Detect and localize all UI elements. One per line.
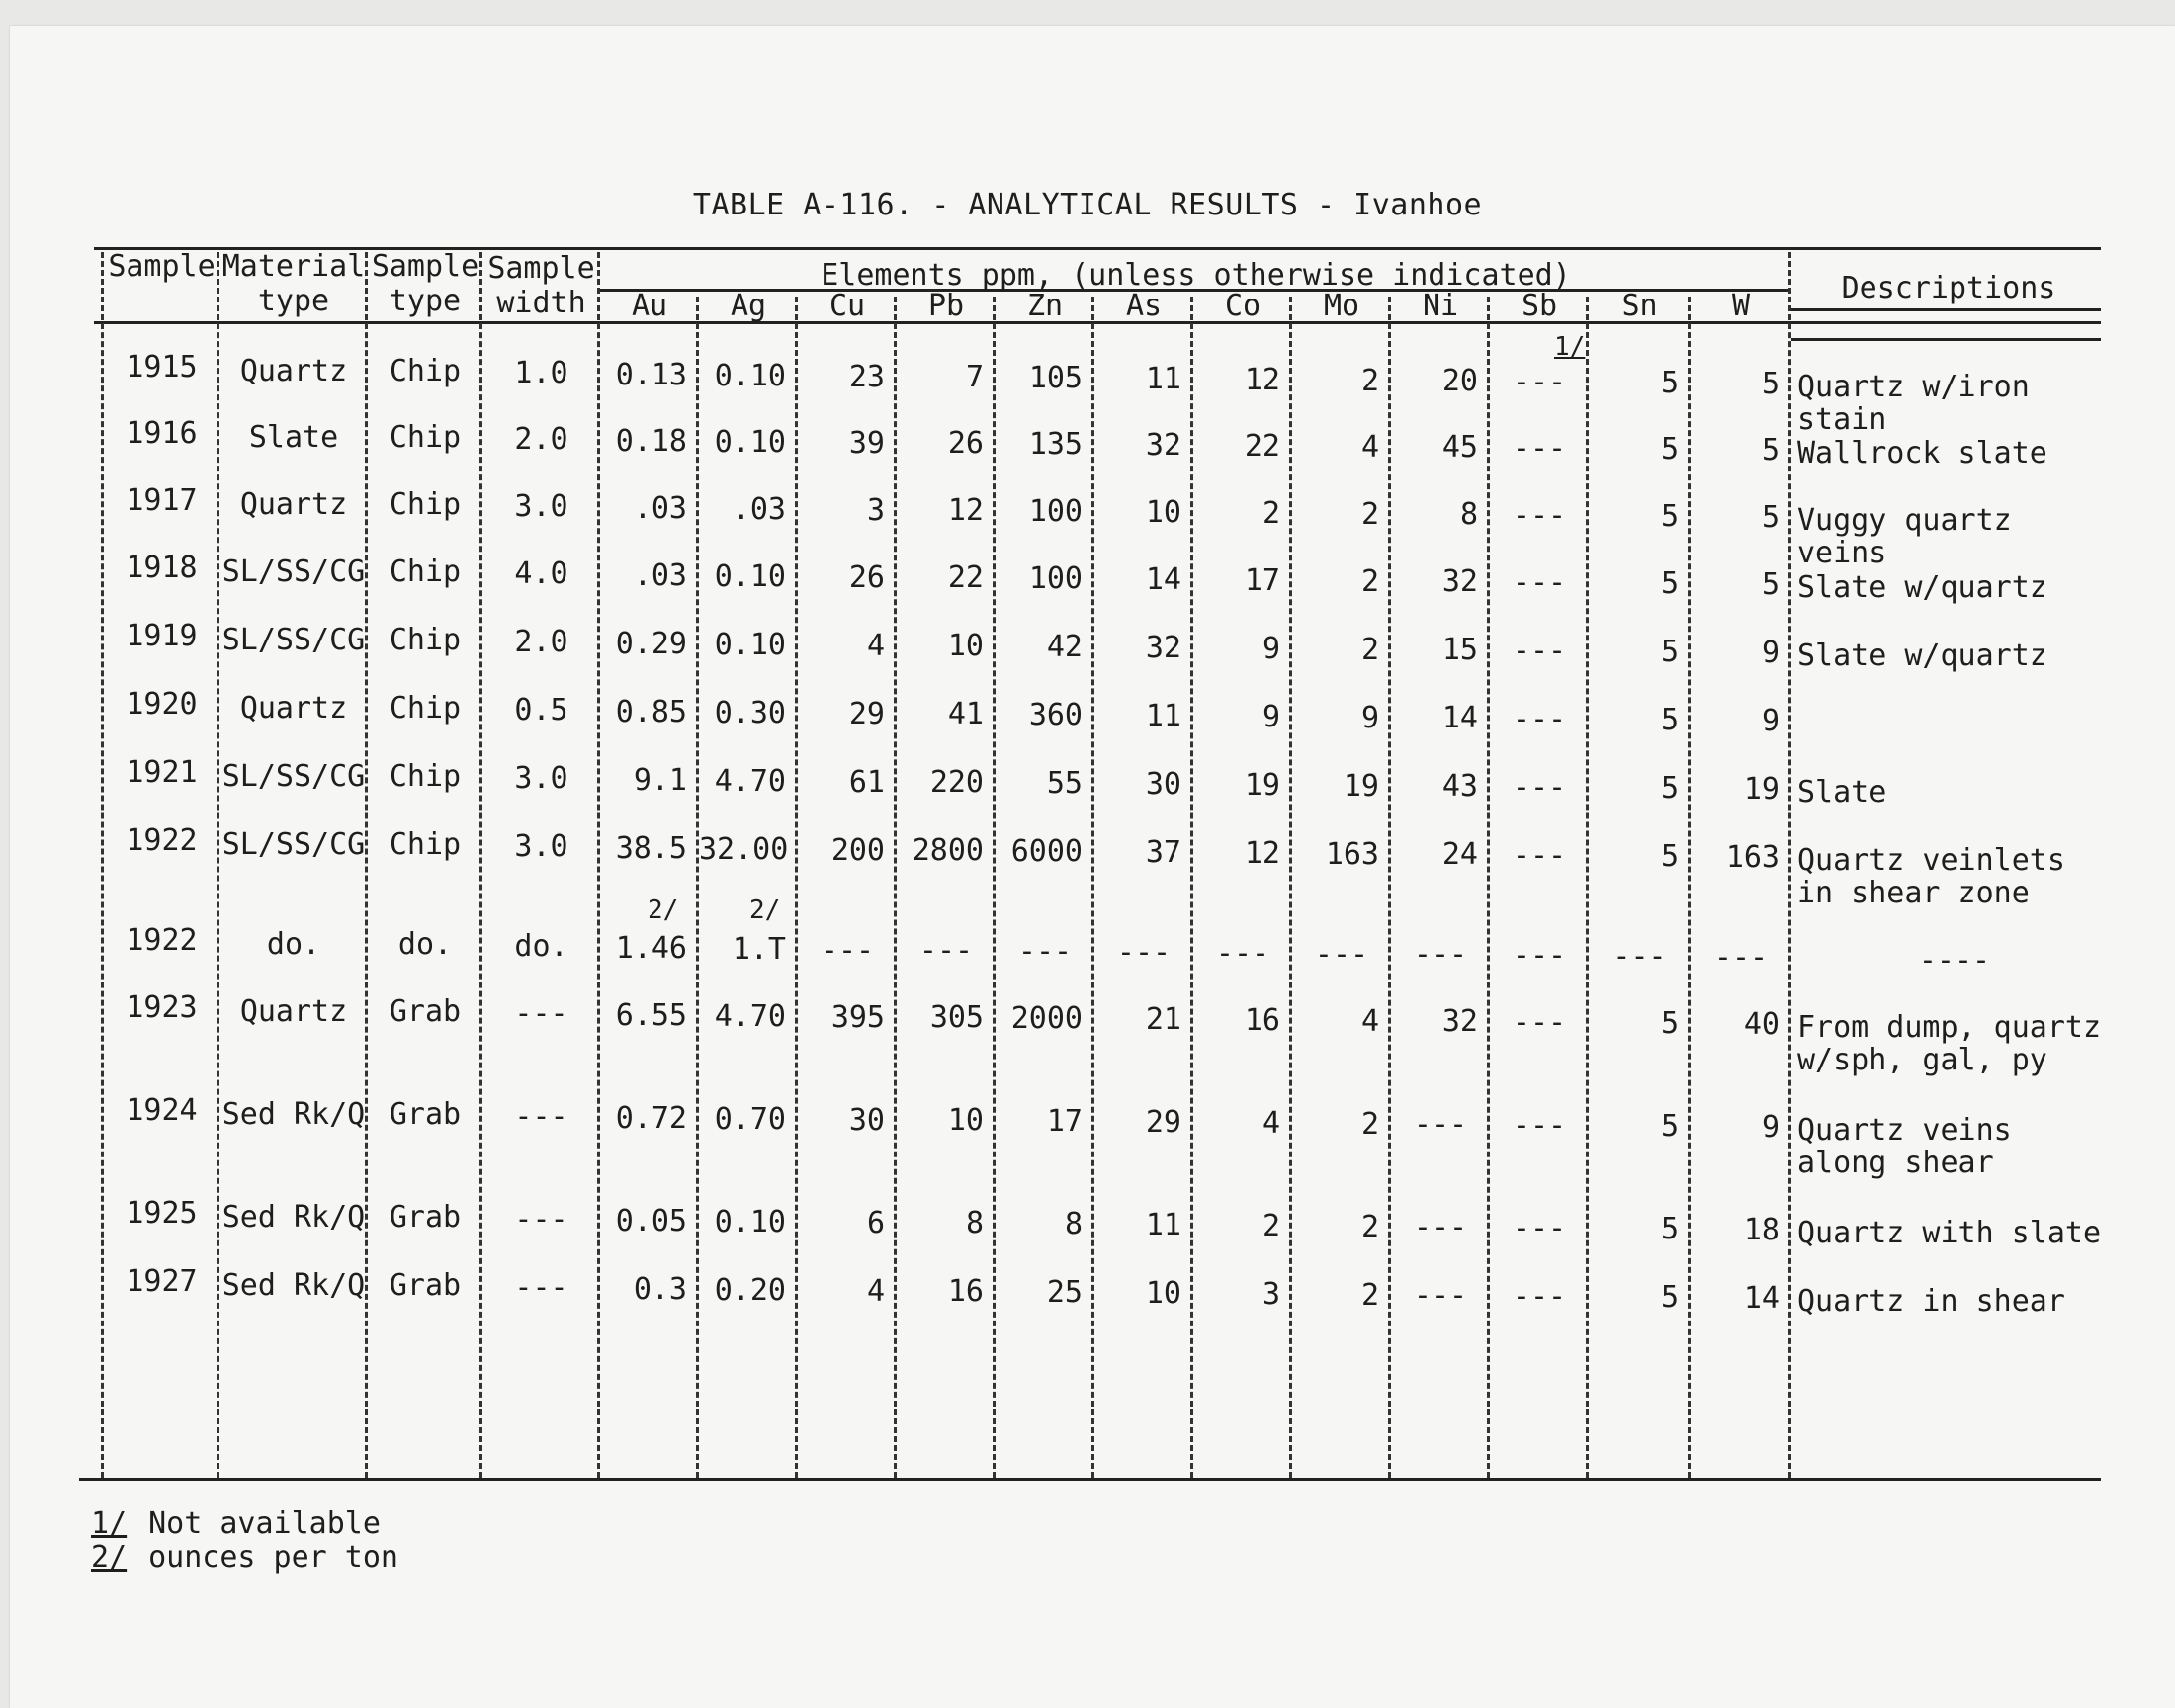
cell-pb: 16	[947, 1274, 984, 1310]
column-header: Sample	[371, 249, 479, 284]
cell-zn: 17	[1046, 1104, 1083, 1140]
cell-description: ----	[1918, 943, 1991, 978]
cell-as: 11	[1145, 362, 1181, 396]
cell-pb: 220	[929, 765, 984, 801]
cell-w: 9	[1761, 703, 1780, 738]
cell-sb: ---	[1512, 702, 1567, 737]
cell-mo: 2	[1360, 1209, 1379, 1244]
cell-ni: 15	[1441, 633, 1478, 668]
table-bottom-rule	[79, 1478, 2101, 1481]
cell-co: 3	[1262, 1276, 1280, 1312]
cell-w: 163	[1725, 839, 1780, 875]
cell-width: ---	[514, 1270, 568, 1305]
cell-co: 4	[1262, 1105, 1280, 1141]
column-header: Ni	[1422, 289, 1459, 323]
cell-co: 22	[1244, 428, 1280, 464]
ag-footnote-mark: 2/	[749, 896, 781, 925]
column-header: Zn	[1026, 289, 1064, 323]
cell-description: Quartz veins along shear	[1797, 1113, 2012, 1180]
sb-footnote-mark: 1/	[1554, 332, 1586, 362]
cell-mo: 4	[1360, 429, 1379, 465]
cell-cu: 23	[848, 359, 885, 394]
column-header: Co	[1224, 289, 1262, 323]
cell-pb: 22	[947, 560, 984, 596]
cell-pb: 10	[947, 629, 984, 664]
column-header: Sample	[487, 251, 595, 286]
cell-ni: 43	[1441, 769, 1478, 805]
cell-description: Quartz with slate	[1797, 1216, 2102, 1250]
cell-cu: 39	[848, 425, 885, 461]
cell-mo: 4	[1360, 1003, 1379, 1039]
cell-ni: 24	[1441, 837, 1478, 873]
cell-sb: ---	[1512, 1279, 1567, 1315]
cell-mo: 2	[1360, 363, 1379, 398]
footnote-mark: 1/	[91, 1506, 128, 1541]
cell-width: 4.0	[514, 556, 568, 591]
cell-ag: 4.70	[714, 998, 786, 1034]
cell-material: Quartz	[239, 487, 348, 522]
cell-ni: 32	[1441, 1004, 1478, 1040]
cell-w: 40	[1743, 1006, 1780, 1042]
cell-co: 19	[1244, 767, 1280, 803]
cell-material: Slate	[248, 420, 339, 455]
cell-au: 38.5	[615, 831, 687, 866]
cell-zn: ---	[1017, 934, 1073, 970]
cell-au: 9.1	[633, 763, 687, 798]
cell-sb: ---	[1512, 1108, 1567, 1144]
cell-sb: ---	[1512, 365, 1567, 400]
cell-sn: 5	[1660, 1109, 1679, 1144]
cell-width: 2.0	[514, 625, 568, 659]
column-header: type	[389, 284, 462, 318]
cell-sb: ---	[1512, 938, 1567, 974]
footnote-text: ounces per ton	[148, 1540, 398, 1575]
cell-cu: 30	[848, 1102, 885, 1138]
cell-ag: .03	[732, 491, 786, 527]
cell-width: do.	[514, 929, 568, 964]
cell-sb: ---	[1512, 1005, 1567, 1041]
cell-cu: 395	[830, 999, 885, 1035]
cell-description: Vuggy quartz veins	[1797, 503, 2012, 570]
column-header: Sn	[1621, 289, 1658, 323]
cell-zn: 135	[1028, 427, 1083, 463]
footnote-mark: 2/	[91, 1540, 128, 1575]
cell-pb: 7	[965, 360, 984, 395]
cell-type: Chip	[389, 759, 462, 794]
table-title: TABLE A-116. - ANALYTICAL RESULTS - Ivanhoe	[692, 188, 1483, 222]
cell-au: 0.72	[615, 1101, 687, 1136]
cell-pb: 12	[947, 493, 984, 529]
cell-type: Chip	[389, 487, 462, 522]
cell-ag: 0.10	[714, 558, 786, 594]
cell-type: Chip	[389, 555, 462, 589]
cell-material: Quartz	[239, 994, 348, 1029]
footnote-text: Not available	[148, 1506, 381, 1541]
cell-co: ---	[1215, 935, 1270, 971]
cell-description: Quartz w/iron stain	[1797, 370, 2030, 437]
cell-sample: 1922	[126, 923, 198, 958]
cell-co: 2	[1262, 495, 1280, 531]
cell-material: do.	[266, 927, 321, 962]
cell-description: Slate w/quartz	[1797, 639, 2047, 673]
cell-sb: ---	[1512, 431, 1567, 467]
cell-as: 32	[1145, 631, 1181, 665]
cell-cu: ---	[820, 932, 875, 968]
cell-pb: 10	[947, 1103, 984, 1139]
cell-material: Sed Rk/Q	[221, 1097, 366, 1132]
cell-sn: 5	[1660, 1280, 1679, 1315]
cell-as: 37	[1145, 835, 1181, 870]
column-header: Cu	[828, 289, 866, 323]
cell-mo: 163	[1325, 836, 1379, 872]
cell-sn: 5	[1660, 703, 1679, 737]
cell-au: 0.18	[615, 424, 687, 459]
cell-description: Wallrock slate	[1797, 436, 2047, 470]
cell-w: 5	[1761, 432, 1780, 468]
cell-width: ---	[514, 1202, 568, 1237]
column-header: Sb	[1521, 289, 1558, 323]
cell-as: 11	[1145, 699, 1181, 733]
cell-sb: ---	[1512, 838, 1567, 874]
cell-ni: 14	[1441, 701, 1478, 736]
cell-description: From dump, quartz w/sph, gal, py	[1797, 1010, 2102, 1077]
cell-material: Sed Rk/Q	[221, 1268, 366, 1303]
cell-type: Chip	[389, 420, 462, 455]
cell-sn: 5	[1660, 1006, 1679, 1041]
column-header: Mo	[1323, 289, 1360, 323]
cell-sb: ---	[1512, 634, 1567, 669]
column-header: Pb	[927, 289, 965, 323]
cell-mo: 2	[1360, 632, 1379, 667]
cell-zn: 25	[1046, 1275, 1083, 1311]
cell-au: .03	[633, 491, 687, 526]
cell-material: Quartz	[239, 354, 348, 388]
cell-co: 17	[1244, 562, 1280, 598]
cell-mo: 19	[1343, 768, 1379, 804]
cell-sb: ---	[1512, 498, 1567, 534]
column-header: type	[257, 284, 330, 318]
cell-w: 14	[1743, 1280, 1780, 1316]
footnote-line	[91, 1507, 381, 1541]
cell-w: 19	[1743, 771, 1780, 807]
cell-width: 3.0	[514, 489, 568, 524]
cell-au: 0.3	[633, 1272, 687, 1307]
cell-au: 0.85	[615, 695, 687, 729]
cell-material: Sed Rk/Q	[221, 1200, 366, 1235]
cell-cu: 61	[848, 764, 885, 800]
cell-width: ---	[514, 1099, 568, 1134]
cell-w: ---	[1713, 939, 1769, 975]
cell-sn: 5	[1660, 635, 1679, 669]
cell-ag: 1.T	[732, 931, 786, 967]
column-rule	[1788, 252, 1791, 1478]
cell-au: .03	[633, 558, 687, 593]
cell-width: 3.0	[514, 829, 568, 864]
cell-sn: 5	[1660, 566, 1679, 601]
cell-zn: 100	[1028, 494, 1083, 530]
cell-zn: 42	[1046, 630, 1083, 665]
cell-zn: 8	[1064, 1207, 1083, 1242]
cell-mo: 2	[1360, 1106, 1379, 1142]
cell-cu: 26	[848, 559, 885, 595]
cell-w: 5	[1761, 499, 1780, 535]
cell-cu: 4	[866, 628, 885, 663]
cell-pb: 8	[965, 1206, 984, 1241]
au-footnote-mark: 2/	[648, 896, 679, 925]
cell-ni: 8	[1459, 497, 1478, 533]
cell-cu: 4	[866, 1273, 885, 1309]
cell-sb: ---	[1512, 770, 1567, 806]
column-header: Descriptions	[1841, 271, 2056, 305]
cell-pb: ---	[918, 933, 974, 969]
cell-co: 12	[1244, 835, 1280, 871]
cell-zn: 105	[1028, 361, 1083, 396]
cell-w: 18	[1743, 1212, 1780, 1247]
cell-material: SL/SS/CG	[221, 827, 366, 862]
cell-cu: 3	[866, 492, 885, 528]
cell-au: 6.55	[615, 998, 687, 1033]
cell-type: Chip	[389, 827, 462, 862]
cell-sb: ---	[1512, 565, 1567, 601]
cell-width: 1.0	[514, 356, 568, 390]
cell-sample: 1927	[126, 1264, 198, 1299]
cell-sample: 1925	[126, 1196, 198, 1231]
cell-co: 9	[1262, 631, 1280, 666]
cell-as: 29	[1145, 1105, 1181, 1140]
cell-type: Grab	[389, 1200, 462, 1235]
cell-w: 5	[1761, 366, 1780, 401]
cell-ag: 4.70	[714, 763, 786, 799]
cell-cu: 6	[866, 1205, 885, 1240]
cell-sample: 1918	[126, 551, 198, 585]
cell-co: 2	[1262, 1208, 1280, 1243]
cell-width: ---	[514, 996, 568, 1031]
cell-as: 14	[1145, 562, 1181, 597]
header-bottom-rule-2	[1791, 338, 2101, 341]
cell-sn: 5	[1660, 771, 1679, 806]
cell-ag: 0.20	[714, 1272, 786, 1308]
cell-ag: 32.00	[699, 831, 789, 867]
cell-sample: 1915	[126, 350, 198, 384]
cell-sn: 5	[1660, 499, 1679, 534]
cell-au: 1.46	[615, 931, 687, 966]
cell-width: 2.0	[514, 422, 568, 457]
cell-mo: ---	[1314, 936, 1369, 972]
cell-ni: ---	[1413, 1210, 1468, 1245]
cell-type: Grab	[389, 1268, 462, 1303]
cell-zn: 100	[1028, 561, 1083, 597]
cell-description: Quartz veinlets in shear zone	[1797, 843, 2065, 910]
cell-sample: 1921	[126, 755, 198, 790]
cell-type: Grab	[389, 994, 462, 1029]
cell-description: Slate w/quartz	[1797, 570, 2047, 605]
cell-zn: 55	[1046, 766, 1083, 802]
cell-mo: 2	[1360, 563, 1379, 599]
column-header: Elements ppm, (unless otherwise indicated)	[821, 258, 1571, 293]
cell-co: 12	[1244, 362, 1280, 397]
cell-type: do.	[397, 927, 453, 962]
cell-ag: 0.10	[714, 627, 786, 662]
cell-w: 9	[1761, 635, 1780, 670]
cell-au: 0.29	[615, 627, 687, 661]
cell-material: Quartz	[239, 691, 348, 726]
cell-sb: ---	[1512, 1211, 1567, 1246]
cell-width: 0.5	[514, 693, 568, 727]
cell-zn: 6000	[1010, 834, 1083, 870]
cell-as: 11	[1145, 1208, 1181, 1242]
cell-type: Chip	[389, 691, 462, 726]
cell-sn: 5	[1660, 839, 1679, 874]
cell-pb: 26	[947, 426, 984, 462]
cell-sample: 1923	[126, 990, 198, 1025]
cell-description: Slate	[1797, 775, 1887, 810]
cell-sample: 1917	[126, 483, 198, 518]
cell-sample: 1920	[126, 687, 198, 722]
cell-sn: 5	[1660, 366, 1679, 400]
descriptions-header-rule	[1791, 308, 2101, 311]
cell-description: Quartz in shear	[1797, 1284, 2065, 1319]
cell-type: Chip	[389, 354, 462, 388]
cell-ag: 0.10	[714, 1204, 786, 1239]
cell-au: 0.05	[615, 1204, 687, 1238]
cell-zn: 2000	[1010, 1001, 1083, 1037]
cell-ni: 20	[1441, 364, 1478, 399]
cell-au: 0.13	[615, 358, 687, 392]
cell-type: Chip	[389, 623, 462, 657]
cell-ni: ---	[1413, 1107, 1468, 1143]
column-header: Ag	[730, 289, 767, 323]
cell-w: 9	[1761, 1109, 1780, 1145]
cell-sn: ---	[1612, 939, 1667, 974]
cell-sample: 1922	[126, 823, 198, 858]
cell-ni: 32	[1441, 564, 1478, 600]
cell-material: SL/SS/CG	[221, 555, 366, 589]
cell-pb: 305	[929, 1000, 984, 1036]
cell-sn: 5	[1660, 1212, 1679, 1246]
cell-sn: 5	[1660, 432, 1679, 467]
footnote-line	[91, 1541, 398, 1575]
cell-sample: 1919	[126, 619, 198, 653]
cell-mo: 2	[1360, 496, 1379, 532]
cell-pb: 41	[947, 697, 984, 732]
cell-ni: ---	[1413, 937, 1468, 973]
column-header: Au	[631, 289, 668, 323]
cell-width: 3.0	[514, 761, 568, 796]
cell-w: 5	[1761, 566, 1780, 602]
cell-pb: 2800	[912, 833, 984, 869]
cell-co: 16	[1244, 1002, 1280, 1038]
cell-sample: 1916	[126, 416, 198, 451]
cell-ag: 0.30	[714, 695, 786, 730]
cell-as: 10	[1145, 1276, 1181, 1311]
cell-as: 21	[1145, 1002, 1181, 1037]
cell-cu: 29	[848, 696, 885, 731]
cell-as: 32	[1145, 428, 1181, 463]
column-header: width	[496, 286, 586, 320]
column-header: As	[1125, 289, 1163, 323]
cell-ag: 0.10	[714, 424, 786, 460]
cell-co: 9	[1262, 699, 1280, 734]
cell-as: 30	[1145, 767, 1181, 802]
cell-sample: 1924	[126, 1093, 198, 1128]
cell-as: ---	[1116, 935, 1172, 970]
cell-material: SL/SS/CG	[221, 759, 366, 794]
cell-mo: 2	[1360, 1277, 1379, 1313]
column-header: Sample	[108, 249, 216, 284]
cell-ag: 0.70	[714, 1101, 786, 1137]
cell-ni: ---	[1413, 1278, 1468, 1314]
cell-mo: 9	[1360, 700, 1379, 735]
cell-ag: 0.10	[714, 358, 786, 393]
cell-material: SL/SS/CG	[221, 623, 366, 657]
cell-type: Grab	[389, 1097, 462, 1132]
cell-as: 10	[1145, 495, 1181, 530]
column-header: W	[1731, 289, 1751, 323]
cell-ni: 45	[1441, 430, 1478, 466]
cell-cu: 200	[830, 832, 885, 868]
cell-zn: 360	[1028, 698, 1083, 733]
column-header: Material	[221, 249, 366, 284]
